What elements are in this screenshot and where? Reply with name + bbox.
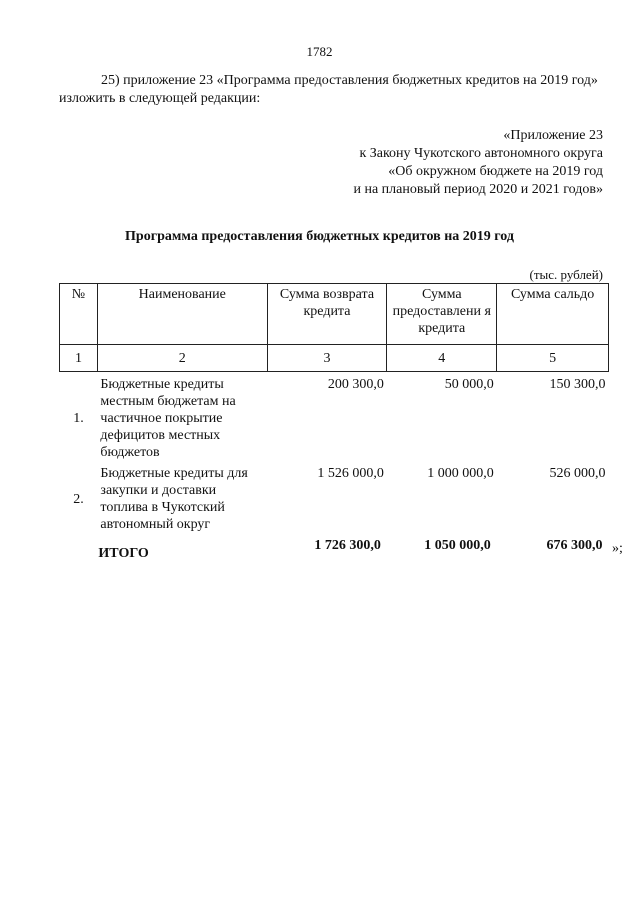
row-balance-amount: 526 000,0 bbox=[549, 466, 606, 481]
header-return-amount: Сумма возврата кредита bbox=[267, 284, 387, 345]
row-provision-amount: 1 000 000,0 bbox=[427, 466, 494, 481]
header-name: Наименование bbox=[97, 284, 267, 345]
row-number: 1. bbox=[73, 411, 84, 426]
table-row bbox=[60, 461, 609, 533]
header-balance-amount: Сумма сальдо bbox=[497, 284, 609, 345]
units-label: (тыс. рублей) bbox=[529, 267, 603, 282]
total-row bbox=[60, 533, 609, 563]
column-index: 5 bbox=[497, 345, 609, 372]
table-row bbox=[60, 372, 609, 462]
row-name: Бюджетные кредиты для закупки и доставки топлива в Чукотский автономный округ bbox=[100, 466, 248, 532]
row-return-amount: 200 300,0 bbox=[327, 377, 384, 392]
header-number: № bbox=[60, 284, 98, 345]
closing-quote-mark: »; bbox=[612, 541, 623, 556]
appendix-line-1: «Приложение 23 bbox=[503, 128, 603, 143]
total-provision-amount: 1 050 000,0 bbox=[424, 538, 491, 553]
total-return-amount: 1 726 300,0 bbox=[314, 538, 381, 553]
appendix-line-4: и на плановый период 2020 и 2021 годов» bbox=[353, 182, 603, 197]
column-index: 1 bbox=[60, 345, 98, 372]
row-number: 2. bbox=[73, 491, 84, 507]
appendix-line-2: к Закону Чукотского автономного округа bbox=[359, 146, 603, 161]
document-title: Программа предоставления бюджетных кредитов на 2019 год bbox=[125, 229, 514, 244]
row-provision-amount: 50 000,0 bbox=[444, 377, 494, 392]
intro-paragraph: 25) приложение 23 «Программа предоставления бюджетных кредитов на 2019 год» изложить в следующей редакции: bbox=[59, 73, 598, 106]
budget-credits-table bbox=[59, 283, 609, 563]
row-return-amount: 1 526 000,0 bbox=[317, 466, 384, 481]
column-index: 2 bbox=[97, 345, 267, 372]
column-index-row bbox=[60, 345, 609, 372]
column-index: 4 bbox=[387, 345, 497, 372]
total-label: ИТОГО bbox=[98, 546, 149, 561]
total-number-cell bbox=[60, 533, 98, 563]
total-balance-amount: 676 300,0 bbox=[546, 538, 603, 553]
column-index: 3 bbox=[267, 345, 387, 372]
appendix-line-3: «Об окружном бюджете на 2019 год bbox=[388, 164, 603, 179]
appendix-reference bbox=[353, 127, 603, 199]
row-name: Бюджетные кредиты местным бюджетам на частичное покрытие дефицитов местных бюджетов bbox=[100, 377, 236, 460]
page-number: 1782 bbox=[306, 44, 333, 59]
row-balance-amount: 150 300,0 bbox=[549, 377, 606, 392]
table-header-row bbox=[60, 284, 609, 345]
header-provision-amount: Сумма предоставлени я кредита bbox=[387, 284, 497, 345]
